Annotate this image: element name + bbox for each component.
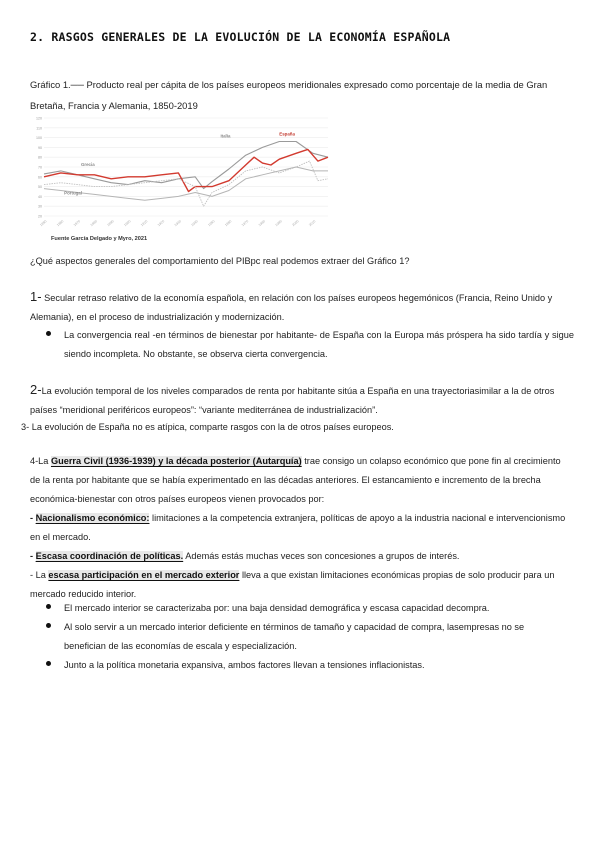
series-label: Grecia <box>80 162 95 168</box>
item-2-dash: - <box>30 551 36 561</box>
highlight-mercado-exterior: escasa participación en el mercado exterior <box>48 570 240 580</box>
point-4-bullet-2: Al solo servir a un mercado interior deficiente en términos de tamaño y capacidad de compra, lasempresas no se benefician de las economías de escala y especialización. <box>64 622 525 651</box>
x-tick-label: 1940 <box>190 219 199 228</box>
x-tick-label: 1920 <box>156 219 166 228</box>
item-3-text: lleva a que existan limitaciones económicas propias de solo producir para un mercado reducido interior. <box>30 570 555 599</box>
x-tick-label: 1970 <box>240 219 250 228</box>
point-4-text: trae consigo un colapso económico que pone fin al crecimiento de la renta por habitante que se había experimentado en las décadas anteriores. El estancamiento e incremento de la brecha económica-bienestar con otros países europeos vienen provocados por: <box>30 456 561 504</box>
question: ¿Qué aspectos generales del comportamiento del PIBpc real podemos extraer del Gráfico 1? <box>30 256 410 266</box>
point-4 <box>30 452 570 604</box>
y-tick-label: 70 <box>38 165 42 170</box>
point-1-text: Secular retraso relativo de la economía española, en relación con los países europeos hegemónicos (Francia, Reino Unido y Alemania), en el proceso de industrialización y modernización. <box>30 293 553 322</box>
x-tick-label: 1890 <box>106 219 115 228</box>
point-4-bullet-1: El mercado interior se caracterizaba por: una baja densidad demográfica y escasa capacidad decompra. <box>64 603 490 613</box>
x-tick-label: 2000 <box>291 219 300 228</box>
item-3-dash: - La <box>30 570 49 580</box>
point-1-number: 1- <box>30 289 42 304</box>
x-tick-label: 1870 <box>72 219 82 228</box>
y-tick-label: 90 <box>38 145 42 150</box>
chart-background <box>30 112 335 232</box>
x-tick-label: 1850 <box>39 219 48 228</box>
x-tick-label: 1960 <box>224 219 233 228</box>
item-1-dash: - <box>30 513 36 523</box>
series-label: Italia <box>220 133 231 139</box>
chart-svg <box>30 112 335 232</box>
x-tick-label: 1910 <box>140 219 149 228</box>
point-1 <box>30 287 570 327</box>
point-2-text: La evolución temporal de los niveles comparados de renta por habitante sitúa a España en una trayectoriasimilar a la de otros países “meridional periféricos europeos”: “variante mediterránea de industrialización”. <box>30 386 555 415</box>
item-2-text: Además estás muchas veces son concesiones a grupos de interés. <box>183 551 460 561</box>
x-tick-label: 1930 <box>173 219 182 228</box>
y-tick-label: 120 <box>36 116 42 121</box>
bullet-dot <box>46 331 51 336</box>
point-1-bullet: La convergencia real -en términos de bienestar por habitante- de España con la Europa más próspera ha sido tardía y sigue siendo incompleta. No obstante, se observa cierta convergencia. <box>64 330 574 359</box>
bullet-dot <box>46 623 51 628</box>
x-tick-label: 1990 <box>274 219 283 228</box>
x-tick-label: 1860 <box>55 219 65 228</box>
y-tick-label: 100 <box>36 136 42 141</box>
y-tick-label: 110 <box>36 126 42 131</box>
x-tick-label: 1900 <box>123 219 132 228</box>
x-tick-label: 1950 <box>207 219 216 228</box>
point-4-bullet-3: Junto a la política monetaria expansiva, ambos factores llevan a tensiones inflacionistas. <box>64 660 425 670</box>
y-tick-label: 60 <box>38 175 42 180</box>
y-tick-label: 20 <box>38 214 42 219</box>
highlight-nacionalismo: Nacionalismo económico: <box>35 513 150 523</box>
chart-source: Fuente García Delgado y Myro, 2021 <box>51 236 148 242</box>
y-tick-label: 30 <box>38 204 42 209</box>
point-4-lead: 4-La <box>30 456 51 466</box>
highlight-coordinacion: Escasa coordinación de políticas. <box>35 551 184 561</box>
x-tick-label: 1880 <box>89 219 98 228</box>
point-3: 3- La evolución de España no es atípica, comparte rasgos con la de otros países europeos. <box>21 422 394 432</box>
item-1-text: limitaciones a la competencia extranjera, políticas de apoyo a la industria nacional e intervencionismo en el mercado. <box>30 513 566 542</box>
y-tick-label: 40 <box>38 194 42 199</box>
series-label: España <box>279 131 295 137</box>
point-2-number: 2- <box>30 382 42 397</box>
figure-caption: Gráfico 1.── Producto real per cápita de los países europeos meridionales expresado como porcentaje de la media de Gran Bretaña, Francia y Alemania, 1850-2019 <box>30 79 548 111</box>
point-2 <box>30 380 570 420</box>
highlight-guerra-civil: Guerra Civil (1936-1939) y la década posterior (Autarquía) <box>50 456 302 466</box>
x-tick-label: 1980 <box>257 219 266 228</box>
y-tick-label: 50 <box>38 185 42 190</box>
y-tick-label: 80 <box>38 155 42 160</box>
x-tick-label: 2010 <box>308 219 317 228</box>
series-label: Portugal <box>64 190 82 196</box>
bullet-dot <box>46 604 51 609</box>
section-title: 2. RASGOS GENERALES DE LA EVOLUCIÓN DE LA ECONOMÍA ESPAÑOLA <box>30 30 451 44</box>
bullet-dot <box>46 661 51 666</box>
chart <box>30 112 335 242</box>
